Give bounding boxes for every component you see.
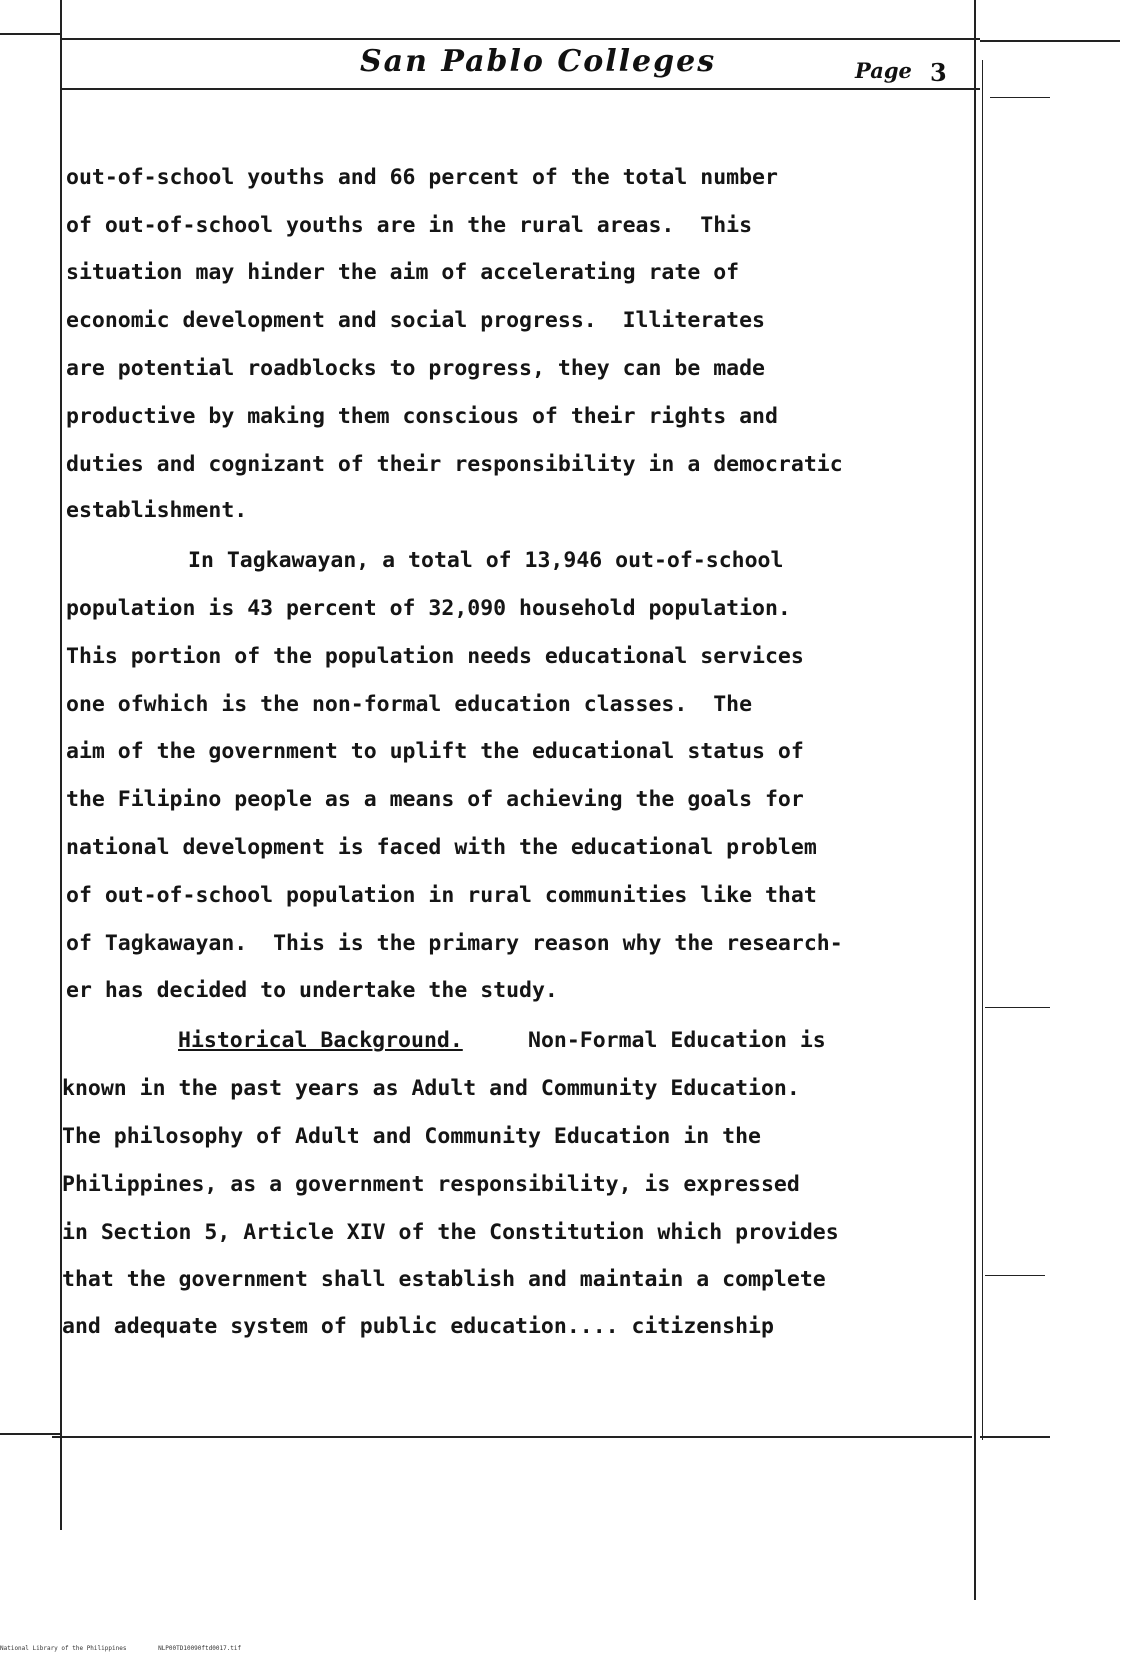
body-line: and adequate system of public education.... citizenship [62, 1314, 774, 1339]
body-line: one ofwhich is the non-formal education classes. The [66, 692, 753, 717]
footer-filename: NLP00TD10090ftd0017.tif [158, 1645, 242, 1652]
body-line: aim of the government to uplift the educational status of [66, 739, 804, 764]
body-line: of out-of-school youths are in the rural areas. This [66, 213, 753, 238]
page-number: 3 [930, 58, 947, 87]
body-line: In Tagkawayan, a total of 13,946 out-of-school [188, 548, 784, 573]
body-line: out-of-school youths and 66 percent of the total number [66, 165, 778, 190]
body-line: that the government shall establish and maintain a complete [62, 1267, 826, 1292]
body-line: This portion of the population needs educational services [66, 644, 804, 669]
page-label: Page [855, 58, 912, 83]
body-line: of Tagkawayan. This is the primary reason why the research- [66, 931, 843, 956]
body-line: known in the past years as Adult and Community Education. [62, 1076, 800, 1101]
scan-footer [0, 1645, 269, 1652]
body-line: productive by making them conscious of their rights and [66, 404, 778, 429]
footer-source: National Library of the Philippines [0, 1645, 127, 1652]
body-line: situation may hinder the aim of accelerating rate of [66, 260, 740, 285]
body-line: Non-Formal Education is [528, 1028, 826, 1053]
body-line: the Filipino people as a means of achieving the goals for [66, 787, 804, 812]
body-line: of out-of-school population in rural communities like that [66, 883, 817, 908]
body-line: er has decided to undertake the study. [66, 978, 558, 1003]
body-line: The philosophy of Adult and Community Education in the [62, 1124, 761, 1149]
body-line: national development is faced with the educational problem [66, 835, 817, 860]
body-line: Philippines, as a government responsibility, is expressed [62, 1172, 800, 1197]
body-line: establishment. [66, 498, 248, 523]
body-line: duties and cognizant of their responsibility in a democratic [66, 452, 843, 477]
body-line: economic development and social progress. Illiterates [66, 308, 765, 333]
body-line: in Section 5, Article XIV of the Constitution which provides [62, 1220, 839, 1245]
document-header-title: San Pablo Colleges [360, 44, 717, 79]
body-line: are potential roadblocks to progress, they can be made [66, 356, 765, 381]
body-line: population is 43 percent of 32,090 household population. [66, 596, 791, 621]
section-heading: Historical Background. [178, 1028, 463, 1053]
